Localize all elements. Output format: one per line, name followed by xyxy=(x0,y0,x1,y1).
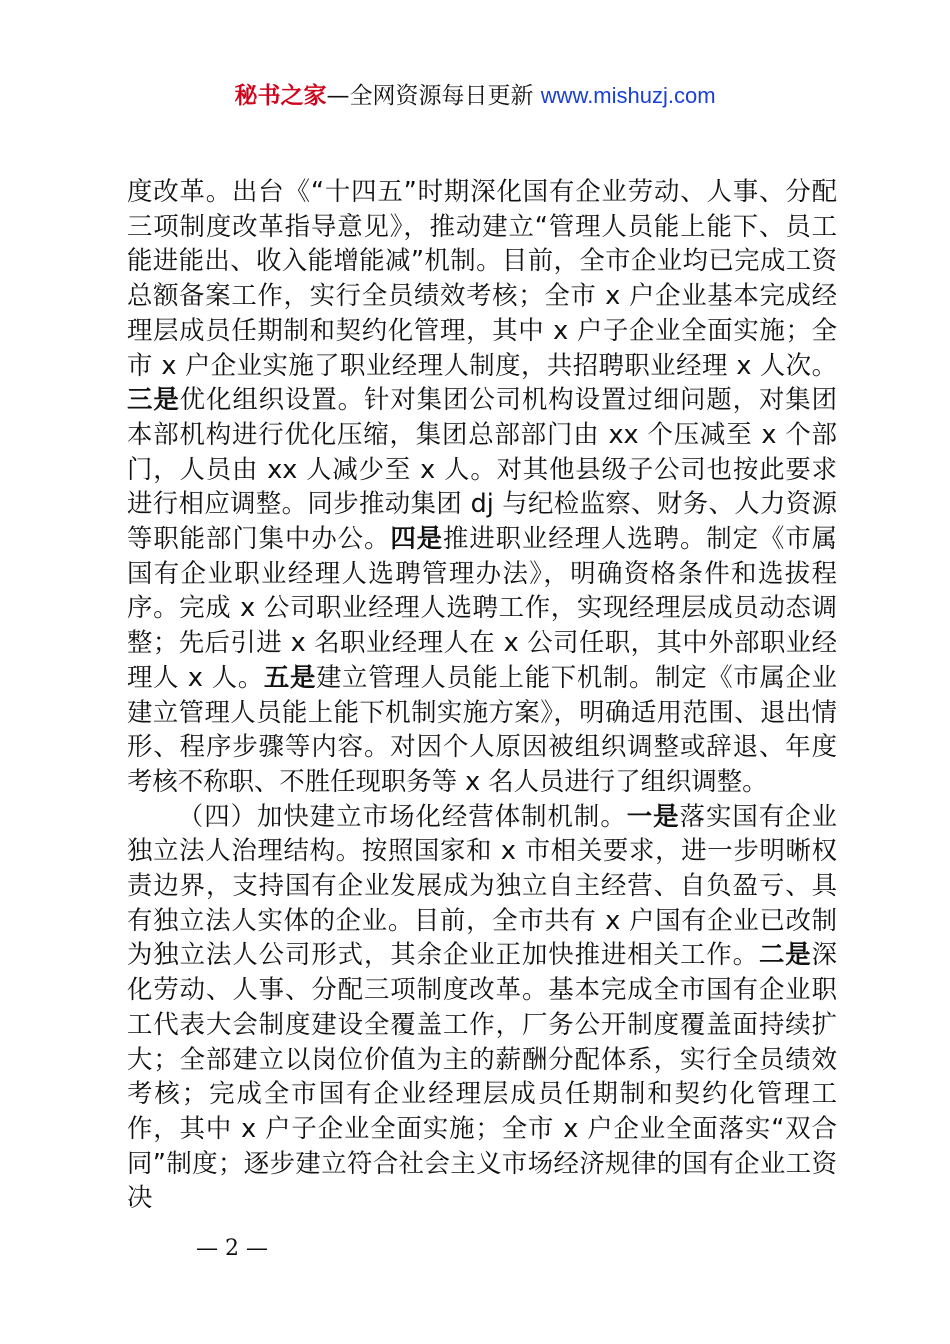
keyword-second: 二是 xyxy=(758,939,812,970)
paragraph-text: 优化组织设置。针对集团公司机构设置过细问题，对集团本部机构进行优化压缩，集团总部部门由 xx 个压减至 x 个部门，人员由 xx 人减少至 x 人。对其他县级子公司也按此要求进行相应调整。同步推动集团 dj 与纪检监察、财务、人力资源等职能部门集中办公。 xyxy=(127,384,838,554)
paragraph-text: 落实国有企业独立法人治理结构。按照国家和 x 市相关要求，进一步明晰权责边界，支持国有企业发展成为独立自主经营、自负盈亏、具有独立法人实体的企业。目前，全市共有 x 户国有企业已改制为独立法人公司形式，其余企业正加快推进相关工作。 xyxy=(127,800,838,970)
paragraph-text: 度改革。出台《“十四五”时期深化国有企业劳动、人事、分配三项制度改革指导意见》，推动建立“管理人员能上能下、员工能进能出、收入能增能减”机制。目前，全市企业均已完成工资总额备案工作，实行全员绩效考核；全市 x 户企业基本完成经理层成员任期制和契约化管理，其中 x 户子企业全面实施；全市 x 户企业实施了职业经理人制度，共招聘职业经理 x 人次。 xyxy=(127,176,837,380)
keyword-fifth: 五是 xyxy=(263,661,317,692)
site-header xyxy=(0,80,950,112)
paragraph-text: 推进职业经理人选聘。制定《市属国有企业职业经理人选聘管理办法》，明确资格条件和选拔程序。完成 x 公司职业经理人选聘工作，实现经理层成员动态调整；先后引进 x 名职业经理人在 x 公司任职，其中外部职业经理人 x 人。 xyxy=(127,523,838,692)
keyword-third: 三是 xyxy=(127,384,180,415)
document-body xyxy=(127,174,837,1215)
header-tagline: —全网资源每日更新 xyxy=(326,83,541,109)
paragraph-text: 建立管理人员能上能下机制。制定《市属企业建立管理人员能上能下机制实施方案》，明确适用范围、退出情形、程序步骤等内容。对因个人原因被组织调整或辞退、年度考核不称职、不胜任现职务等 x 名人员进行了组织调整。 xyxy=(127,661,838,796)
paragraph-1 xyxy=(127,174,837,799)
section-heading: （四）加快建立市场化经营体制机制。 xyxy=(177,800,627,831)
brand-name: 秘书之家 xyxy=(234,83,327,109)
paragraph-2 xyxy=(127,799,837,1215)
page-number: — 2 — xyxy=(196,1236,268,1261)
site-url-link[interactable]: www.mishuzj.com xyxy=(540,83,716,108)
keyword-first: 一是 xyxy=(626,800,680,831)
keyword-fourth: 四是 xyxy=(390,523,443,554)
paragraph-text: 深化劳动、人事、分配三项制度改革。基本完成全市国有企业职工代表大会制度建设全覆盖工作，厂务公开制度覆盖面持续扩大；全部建立以岗位价值为主的薪酬分配体系，实行全员绩效考核；完成全市国有企业经理层成员任期制和契约化管理工作，其中 x 户子企业全面实施；全市 x 户企业全面落实“双合同”制度；逐步建立符合社会主义市场经济规律的国有企业工资决 xyxy=(127,939,838,1213)
